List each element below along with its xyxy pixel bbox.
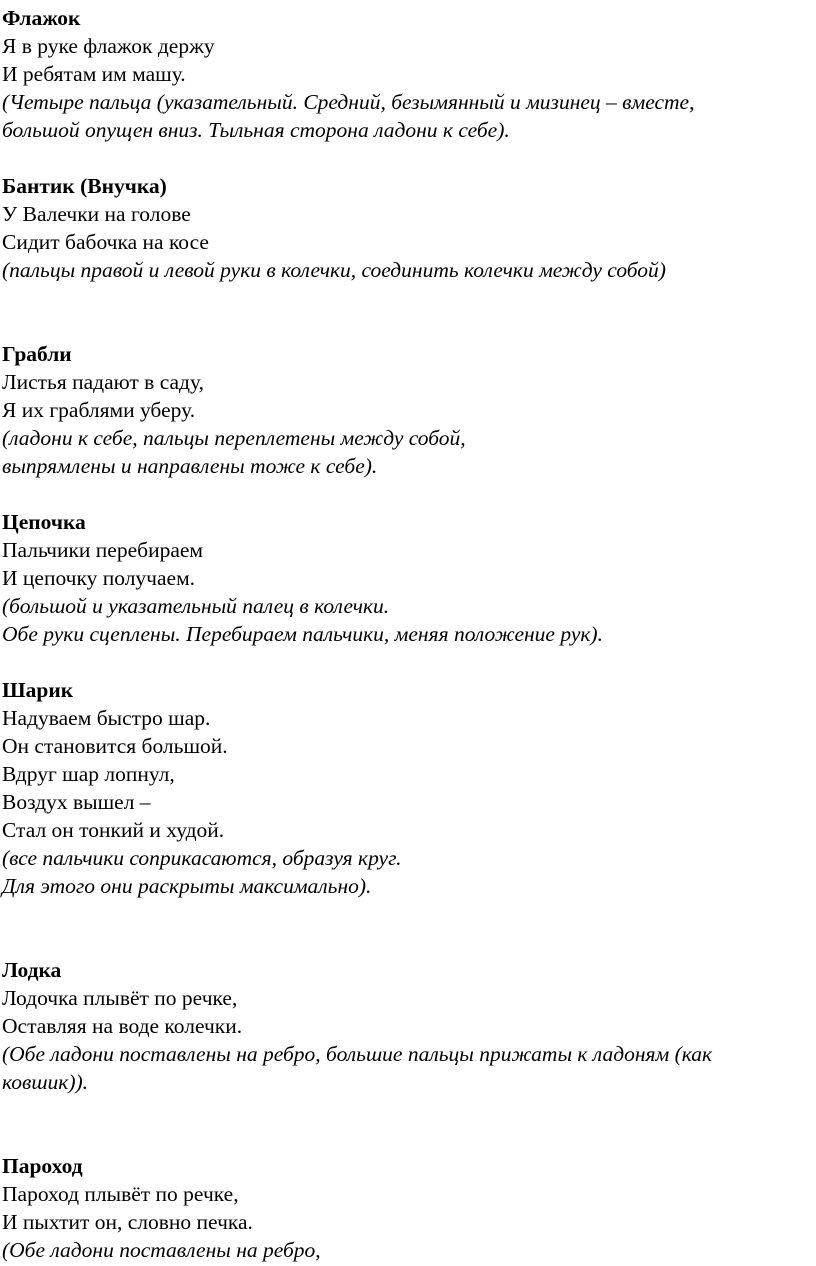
verse-line: И цепочку получаем. — [2, 566, 196, 590]
instruction-note: (большой и указательный палец в колечки. — [2, 594, 390, 618]
instruction-note: (пальцы правой и левой руки в колечки, соединить колечки между собой) — [2, 258, 666, 282]
spacer — [2, 480, 816, 508]
verse-line: У Валечки на голове — [2, 202, 191, 226]
verse-line: Надуваем быстро шар. — [2, 706, 211, 730]
section-title: Флажок — [2, 6, 81, 30]
spacer — [2, 144, 816, 172]
verse-line: Сидит бабочка на косе — [2, 230, 209, 254]
verse-line: И пыхтит он, словно печка. — [2, 1210, 253, 1234]
spacer — [2, 648, 816, 676]
instruction-note: (Обе ладони поставлены на ребро, — [2, 1238, 321, 1262]
section-title: Шарик — [2, 678, 74, 702]
instruction-note: (ладони к себе, пальцы переплетены между собой, — [2, 426, 466, 450]
instruction-note: Для этого они раскрыты максимально). — [2, 874, 372, 898]
section-title: Цепочка — [2, 510, 86, 534]
verse-line: И ребятам им машу. — [2, 62, 186, 86]
verse-line: Лодочка плывёт по речке, — [2, 986, 238, 1010]
verse-line: Вдруг шар лопнул, — [2, 762, 175, 786]
verse-line: Я их граблями уберу. — [2, 398, 196, 422]
instruction-note: (все пальчики соприкасаются, образуя круг. — [2, 846, 402, 870]
instruction-note: Обе руки сцеплены. Перебираем пальчики, меняя положение рук). — [2, 622, 603, 646]
verse-line: Листья падают в саду, — [2, 370, 204, 394]
instruction-note: (Четыре пальца (указательный. Средний, безымянный и мизинец – вместе, — [2, 90, 695, 114]
spacer — [2, 1096, 816, 1152]
verse-line: Оставляя на воде колечки. — [2, 1014, 243, 1038]
spacer — [2, 284, 816, 340]
section-title: Бантик (Внучка) — [2, 174, 167, 198]
verse-line: Я в руке флажок держу — [2, 34, 215, 58]
section-title: Лодка — [2, 958, 62, 982]
instruction-note: ковшик)). — [2, 1070, 89, 1094]
instruction-note: большой опущен вниз. Тыльная сторона ладони к себе). — [2, 118, 510, 142]
verse-line: Пароход плывёт по речке, — [2, 1182, 239, 1206]
verse-line: Он становится большой. — [2, 734, 228, 758]
section-title: Пароход — [2, 1154, 83, 1178]
verse-line: Воздух вышел – — [2, 790, 151, 814]
section-title: Грабли — [2, 342, 72, 366]
instruction-note: (Обе ладони поставлены на ребро, большие пальцы прижаты к ладоням (как — [2, 1042, 713, 1066]
spacer — [2, 900, 816, 956]
verse-line: Пальчики перебираем — [2, 538, 204, 562]
verse-line: Стал он тонкий и худой. — [2, 818, 225, 842]
instruction-note: выпрямлены и направлены тоже к себе). — [2, 454, 378, 478]
